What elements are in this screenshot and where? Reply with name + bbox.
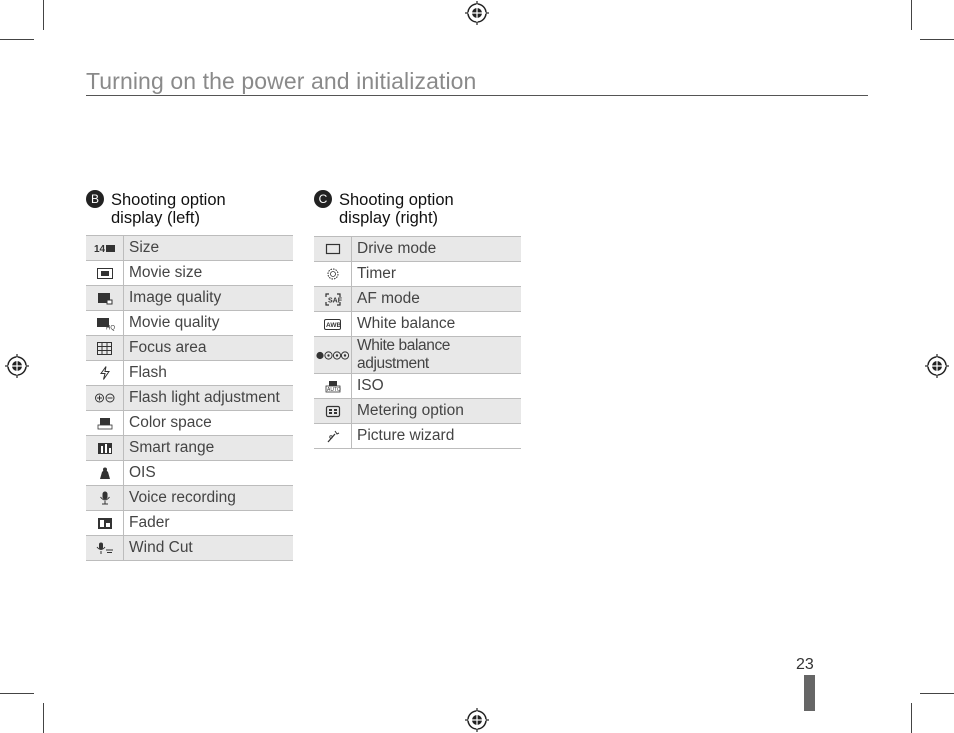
awb-icon <box>324 319 341 330</box>
table-row <box>314 424 521 449</box>
focus-area-icon <box>97 342 112 355</box>
option-label: Size <box>124 236 294 261</box>
option-label: Image quality <box>124 286 294 311</box>
table-row <box>86 536 293 561</box>
fader-icon <box>97 517 113 530</box>
table-row <box>314 337 521 374</box>
svg-text:AWB: AWB <box>326 321 342 329</box>
table-row <box>86 486 293 511</box>
option-label: Fader <box>124 511 294 536</box>
title-underline <box>86 95 868 96</box>
option-label: Voice recording <box>124 486 294 511</box>
ois-icon <box>98 467 112 480</box>
option-label: Wind Cut <box>124 536 294 561</box>
movie-quality-icon <box>96 317 114 330</box>
crop-mark <box>0 39 34 40</box>
option-label: Color space <box>124 411 294 436</box>
picture-wizard-icon <box>326 430 340 443</box>
section-c-heading-rest: (right) <box>390 209 439 227</box>
table-row <box>314 399 521 424</box>
svg-text:14: 14 <box>93 244 105 255</box>
option-label: AF mode <box>352 287 522 312</box>
option-label: Flash light adjustment <box>124 386 294 411</box>
option-label: Movie size <box>124 261 294 286</box>
option-label: Timer <box>352 262 522 287</box>
size-14m-icon <box>94 242 116 254</box>
section-b-heading-line1: Shooting option <box>111 191 226 209</box>
svg-text:HQ: HQ <box>105 325 115 331</box>
crop-mark <box>0 693 34 694</box>
movie-size-icon <box>97 268 113 279</box>
metering-icon <box>326 406 340 417</box>
crop-mark <box>43 703 44 733</box>
image-quality-icon <box>97 292 113 305</box>
section-b-table <box>86 235 293 561</box>
table-row <box>86 436 293 461</box>
crop-mark <box>43 0 44 30</box>
option-label: ISO <box>352 374 522 399</box>
registration-mark-icon <box>465 708 489 732</box>
svg-text:SAF: SAF <box>327 297 342 304</box>
section-b-heading-rest: (left) <box>162 209 200 227</box>
table-row <box>86 311 293 336</box>
registration-mark-icon <box>5 354 29 378</box>
section-b-heading <box>86 191 286 227</box>
table-row <box>86 286 293 311</box>
option-label: Flash <box>124 361 294 386</box>
page-number: 23 <box>796 656 814 673</box>
smart-range-icon <box>97 442 113 455</box>
option-label: Drive mode <box>352 237 522 262</box>
wb-adjust-icon <box>316 351 349 360</box>
crop-mark <box>920 39 954 40</box>
table-row <box>314 237 521 262</box>
option-label: White balance <box>352 312 522 337</box>
section-c-table <box>314 236 521 449</box>
table-row <box>314 287 521 312</box>
flash-icon <box>100 366 110 380</box>
table-row <box>86 411 293 436</box>
page-title: Turning on the power and initialization <box>86 68 477 94</box>
crop-mark <box>920 693 954 694</box>
table-row <box>86 236 293 261</box>
option-label: Smart range <box>124 436 294 461</box>
section-c-badge: C <box>314 190 332 208</box>
crop-mark <box>911 703 912 733</box>
option-label: Focus area <box>124 336 294 361</box>
option-label: Picture wizard <box>352 424 522 449</box>
af-mode-icon <box>325 293 341 306</box>
registration-mark-icon <box>925 354 949 378</box>
table-row <box>314 262 521 287</box>
timer-icon <box>327 268 339 280</box>
svg-text:AUTO: AUTO <box>326 386 341 393</box>
registration-mark-icon <box>465 1 489 25</box>
table-row <box>86 261 293 286</box>
option-label: OIS <box>124 461 294 486</box>
option-label: Metering option <box>352 399 522 424</box>
color-space-icon <box>97 417 113 430</box>
table-row <box>86 386 293 411</box>
section-b-heading-bold: display <box>111 209 163 227</box>
crop-mark <box>911 0 912 30</box>
wind-cut-icon <box>96 542 114 555</box>
option-label: Movie quality <box>124 311 294 336</box>
table-row <box>86 361 293 386</box>
table-row <box>314 312 521 337</box>
drive-mode-icon <box>326 244 340 254</box>
microphone-icon <box>99 491 111 505</box>
page-tab-bar <box>804 675 815 711</box>
flash-adjust-icon <box>95 393 115 403</box>
iso-icon <box>325 380 341 393</box>
option-label: White balance adjustment <box>352 337 522 374</box>
section-b-badge: B <box>86 190 104 208</box>
table-row <box>314 374 521 399</box>
section-c-heading <box>314 191 514 227</box>
table-row <box>86 461 293 486</box>
section-c-heading-line1: Shooting option <box>339 191 454 209</box>
section-c-heading-bold: display <box>339 209 391 227</box>
table-row <box>86 511 293 536</box>
table-row <box>86 336 293 361</box>
